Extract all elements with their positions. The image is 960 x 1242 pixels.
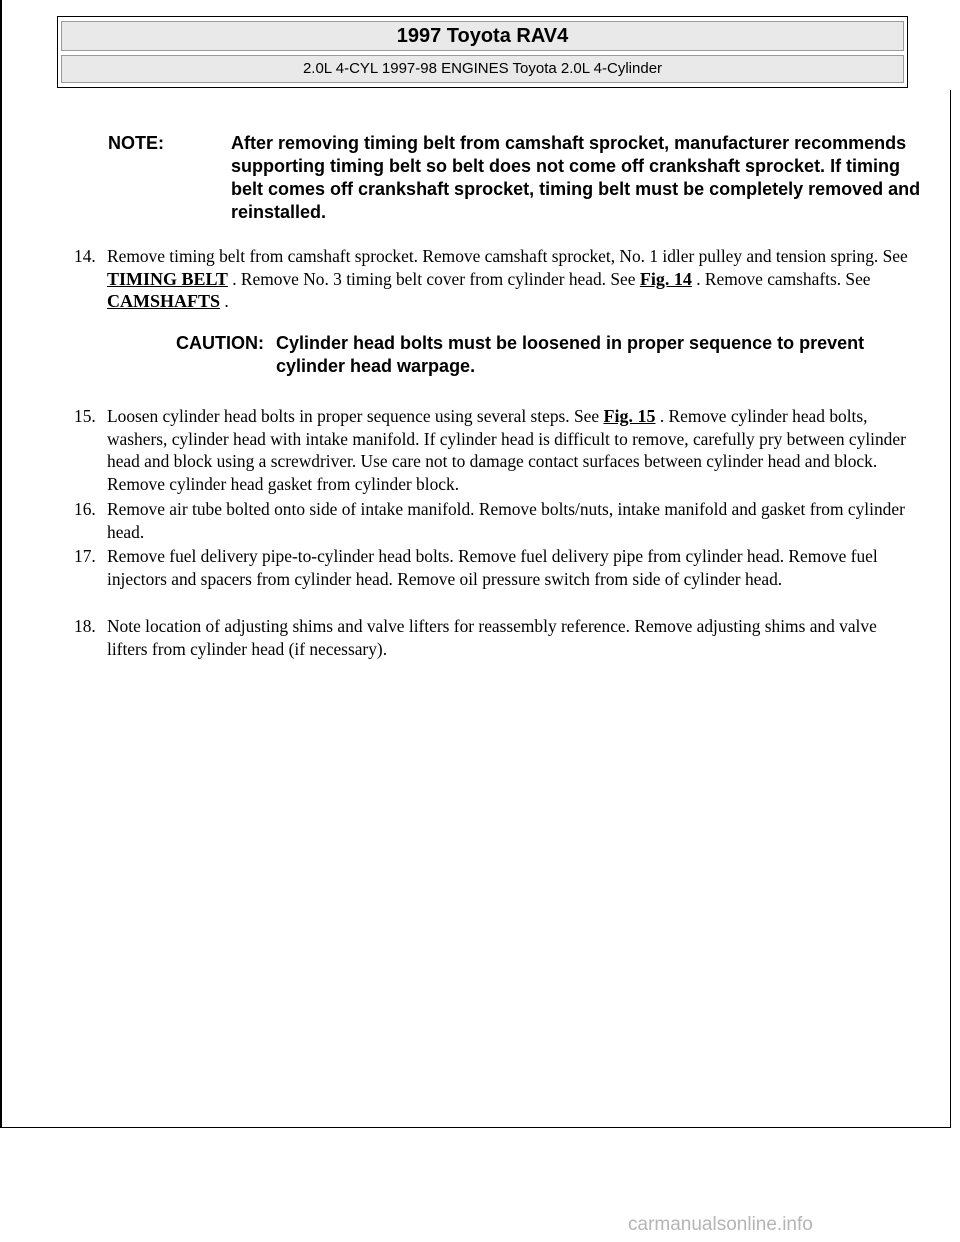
timing-belt-link[interactable]: TIMING BELT (107, 268, 228, 289)
note-text: After removing timing belt from camshaft sprocket, manufacturer recommends supporting timing belt so belt does not come off crankshaft sprocket. If timing belt comes off crankshaft sprocket, timing belt must be completely removed and reinstalled. (231, 133, 921, 222)
fig-14-link[interactable]: Fig. 14 (639, 268, 692, 289)
page-subtitle: 2.0L 4-CYL 1997-98 ENGINES Toyota 2.0L 4-Cylinder (61, 55, 904, 83)
watermark: carmanualsonline.info (628, 1214, 813, 1235)
page-border-bottom (0, 1127, 951, 1128)
caution-text: Cylinder head bolts must be loosened in proper sequence to prevent cylinder head warpage. (276, 333, 865, 376)
step-number: 15. (74, 406, 96, 426)
step-number: 14. (74, 246, 96, 266)
step-text (107, 245, 914, 313)
step-text-part: . (220, 291, 229, 311)
note-label: NOTE: (108, 133, 164, 153)
step-text-part: Remove timing belt from camshaft sprocket. Remove camshaft sprocket, No. 1 idler pulley and tension spring. See (107, 246, 908, 266)
step-14 (74, 245, 914, 313)
step-number: 18. (74, 616, 96, 636)
step-text: Note location of adjusting shims and valve lifters for reassembly reference. Remove adjusting shims and valve lifters from cylinder head (if necessary). (107, 616, 877, 659)
step-18 (74, 615, 914, 660)
step-text-part: . Remove camshafts. See (691, 268, 871, 289)
step-text-part: . Remove cylinder head bolts, washers, cylinder head with intake manifold. If cylinder head is difficult to remove, carefully pry between cylinder head and block using a screwdriver. Use care not to damage contact surfaces between cylinder head and block. Remove cylinder head gasket from cylinder block. (107, 406, 906, 494)
step-text-part: . Remove No. 3 timing belt cover from cylinder head. See (227, 268, 640, 289)
fig-15-link[interactable]: Fig. 15 (603, 406, 656, 426)
step-text: Remove fuel delivery pipe-to-cylinder head bolts. Remove fuel delivery pipe from cylinder head. Remove fuel injectors and spacers from cylinder head. Remove oil pressure switch from side of cylinder head. (107, 546, 878, 589)
page-border-right (950, 90, 951, 1128)
camshafts-link[interactable]: CAMSHAFTS (107, 291, 221, 311)
page-border-left (0, 0, 2, 1128)
step-15 (74, 405, 914, 495)
step-16 (74, 498, 914, 543)
step-17 (74, 545, 914, 590)
step-text: Remove air tube bolted onto side of intake manifold. Remove bolts/nuts, intake manifold and gasket from cylinder head. (107, 499, 905, 542)
caution-label: CAUTION: (176, 333, 264, 353)
page-header (57, 16, 908, 88)
step-number: 16. (74, 499, 96, 519)
page-title: 1997 Toyota RAV4 (61, 21, 904, 51)
step-text (107, 405, 914, 495)
step-number: 17. (74, 546, 96, 566)
step-text-part: Loosen cylinder head bolts in proper sequence using several steps. See (107, 406, 604, 426)
